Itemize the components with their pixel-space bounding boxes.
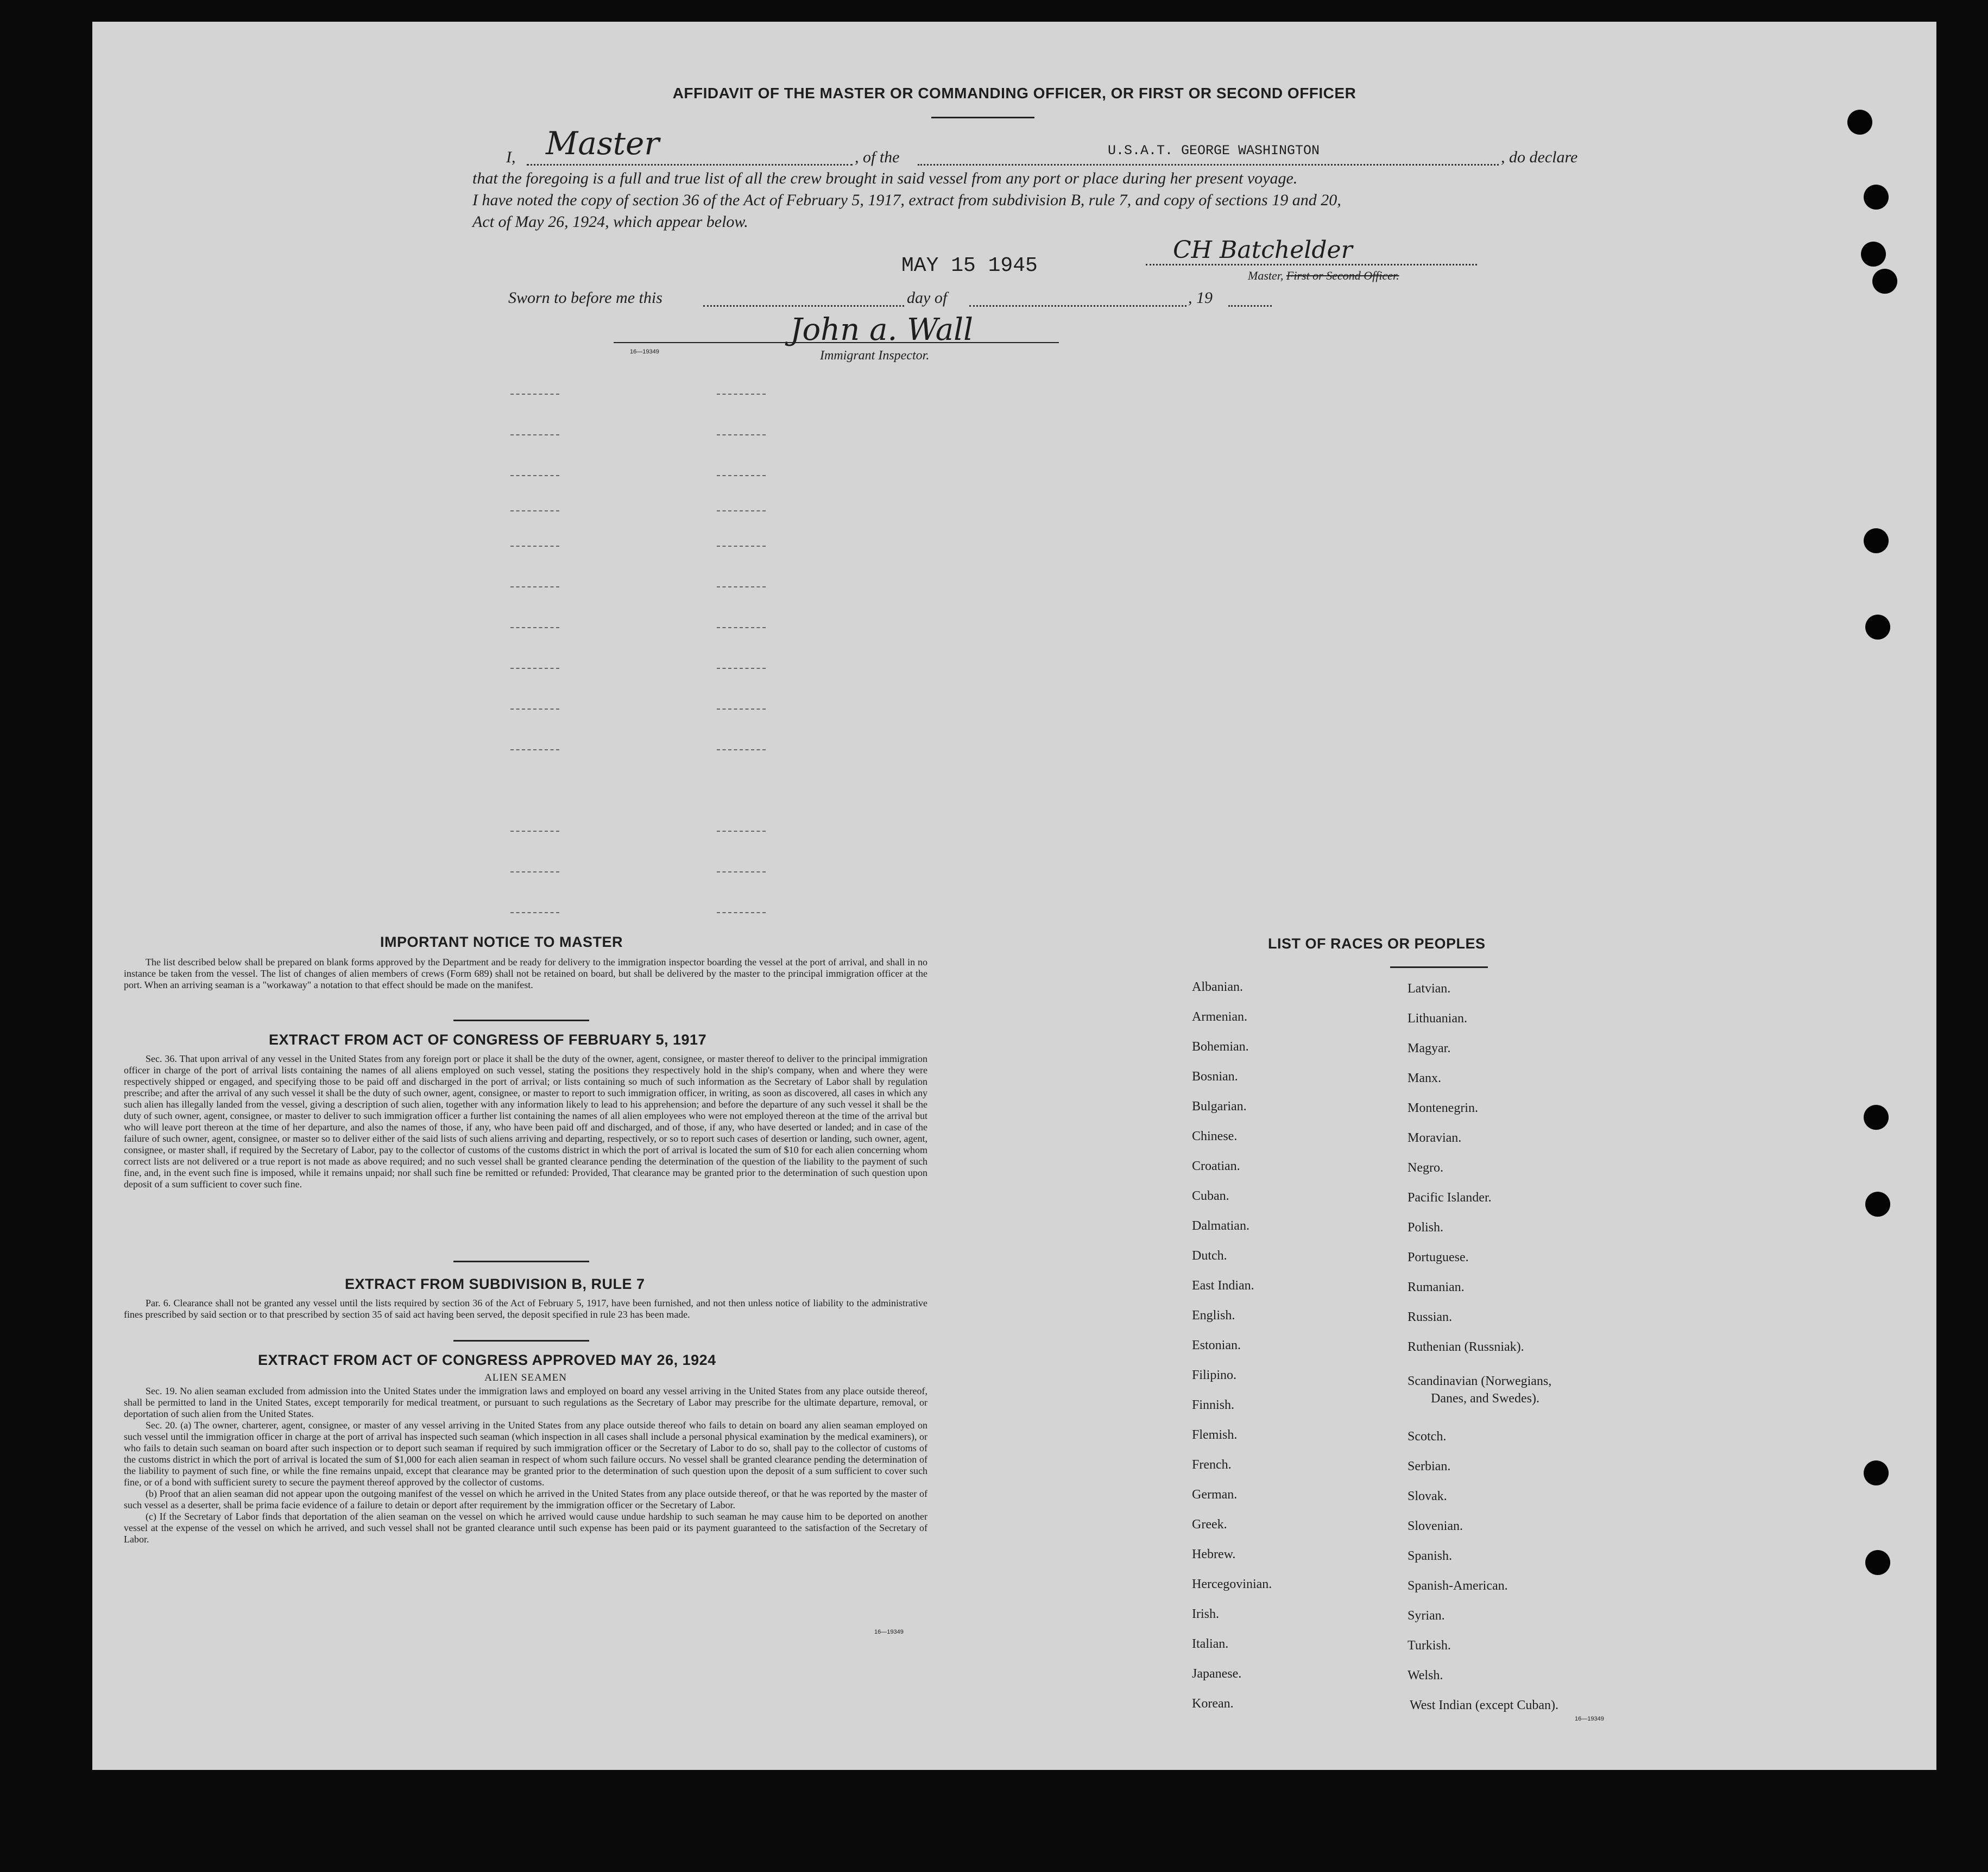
race-item: Albanian. <box>1192 980 1243 994</box>
extract-1917-rule <box>453 1261 589 1262</box>
punch-hole <box>1865 615 1890 640</box>
punch-hole <box>1861 242 1886 267</box>
race-item: Montenegrin. <box>1408 1101 1478 1115</box>
race-item: West Indian (except Cuban). <box>1410 1698 1558 1712</box>
race-item: Irish. <box>1192 1607 1219 1621</box>
vessel-blank <box>918 164 1499 166</box>
punch-hole <box>1864 528 1889 553</box>
race-item: Bulgarian. <box>1192 1099 1247 1114</box>
race-item: Negro. <box>1408 1161 1443 1175</box>
declaration-line-3: I have noted the copy of section 36 of the Act of February 5, 1917, extract from subdivision B, rule 7, and copy of sections 19 and 20, <box>472 191 1341 209</box>
race-item: Finnish. <box>1192 1398 1235 1412</box>
punch-hole <box>1872 269 1897 294</box>
race-item: Scandinavian (Norwegians, <box>1408 1374 1552 1388</box>
sworn-day-label: day of <box>907 289 948 307</box>
sworn-prefix: Sworn to before me this <box>508 289 662 307</box>
notice-text: The list described below shall be prepared on blank forms approved by the Department and be ready for delivery to the immigration inspector boarding the vessel at the port of arrival, and shall in no instance be taken from the vessel. The list of changes of alien members of crews (Form 689) shall not be retained on board, but shall be delivered by the master to the principal immigration officer at the port. When an arriving seaman is a "workaway" a notation to that effect should be made on the manifest. <box>124 957 927 990</box>
race-item: Slovak. <box>1408 1489 1447 1503</box>
race-item: Bohemian. <box>1192 1040 1249 1054</box>
rank-blank <box>527 164 853 166</box>
handwritten-rank: Master <box>546 125 660 162</box>
sworn-day-blank <box>703 305 904 307</box>
affidavit-title: AFFIDAVIT OF THE MASTER OR COMMANDING OFFICER, OR FIRST OR SECOND OFFICER <box>672 85 1356 102</box>
race-item: Syrian. <box>1408 1609 1445 1623</box>
section-20b-text: (b) Proof that an alien seaman did not appear upon the outgoing manifest of the vessel on which he arrived in the United States from any place outside thereof, or that he was reported by the master of such vessel as a deserter, shall be prima facie evidence of a failure to detain or deport after requirement by the immigration officer or the Secretary of Labor. <box>124 1488 927 1510</box>
alien-seamen-subtitle: ALIEN SEAMEN <box>484 1372 567 1383</box>
form-code-right: 16—19349 <box>1575 1716 1604 1722</box>
punch-hole <box>1865 1192 1890 1217</box>
race-item: Rumanian. <box>1408 1280 1465 1294</box>
race-item: Spanish-American. <box>1408 1579 1508 1593</box>
race-item: Croatian. <box>1192 1159 1240 1173</box>
declaration-line-2: that the foregoing is a full and true list of all the crew brought in said vessel from any port or place during her present voyage. <box>472 169 1298 187</box>
declaration-mid: , of the <box>855 148 900 166</box>
section-19-text: Sec. 19. No alien seaman excluded from admission into the United States under the immigration laws and employed on board any vessel arriving in the United States from any place outside thereof, shall be permitted to land in the United States, except temporarily for medical treatment, or pursuant to such regulations as the Secretary of Labor may prescribe for the ultimate departure, removal, or deportation of such alien from the United States. <box>124 1386 927 1419</box>
race-item: Latvian. <box>1408 982 1451 996</box>
extract-1917-title: EXTRACT FROM ACT OF CONGRESS OF FEBRUARY 5, 1917 <box>269 1032 707 1048</box>
race-item: Cuban. <box>1192 1189 1229 1203</box>
sworn-year-label: , 19 <box>1188 289 1213 307</box>
inspector-signature-line <box>614 342 1059 343</box>
race-item: Welsh. <box>1408 1668 1443 1683</box>
rule-7-body <box>124 1298 927 1320</box>
form-code-top: 16—19349 <box>630 349 659 355</box>
race-item: Dalmatian. <box>1192 1219 1249 1233</box>
form-code-left: 16—19349 <box>874 1629 904 1635</box>
punch-hole <box>1864 1460 1889 1485</box>
master-caption-struck: First or Second Officer. <box>1286 269 1399 282</box>
sworn-year-blank <box>1228 305 1272 307</box>
declaration-line-4: Act of May 26, 1924, which appear below. <box>472 213 748 231</box>
race-item: East Indian. <box>1192 1279 1254 1293</box>
race-item: Moravian. <box>1408 1131 1462 1145</box>
race-item: Hebrew. <box>1192 1547 1236 1561</box>
master-signature-line <box>1146 264 1477 265</box>
race-item: Serbian. <box>1408 1459 1451 1473</box>
master-caption-prefix: Master, <box>1248 269 1284 282</box>
race-item: Italian. <box>1192 1637 1229 1651</box>
race-item: Lithuanian. <box>1408 1011 1467 1026</box>
punch-hole <box>1864 185 1889 210</box>
section-20c-text: (c) If the Secretary of Labor finds that deportation of the alien seaman on the vessel on which he arrived would cause undue hardship to such seaman he may cause him to be deported on another vessel at the expense of the vessel on which he arrived, and such vessel shall not be granted clearance until such expense has been paid or its payment guaranteed to the satisfaction of the Secretary of Labor. <box>124 1511 927 1545</box>
sworn-month-blank <box>969 305 1187 307</box>
section-36-text: Sec. 36. That upon arrival of any vessel in the United States from any foreign port or place it shall be the duty of the owner, agent, consignee, or master thereof to deliver to the principal immigration officer in charge of the port of arrival lists containing the names of all aliens employed on such vessel, stating the positions they respectively hold in the ship's company, when and where they were respectively shipped or engaged, and specifying those to be paid off and discharged in the port of arrival; or lists containing so much of such information as the Secretary of Labor shall by regulation prescribe; and after the arrival of any such vessel it shall be the duty of such owner, agent, consignee, or master to report to such immigration officer, in writing, as soon as discovered, all cases in which any such alien has illegally landed from the vessel, giving a description of such alien, together with any information likely to lead to his apprehension; and before the departure of any such vessel it shall be the duty of such owner, agent, consignee, or master to deliver to such immigration officer a further list containing the names of all alien employees who were not employed thereon at the time of the arrival but who will leave port thereon at the time of her departure, and also the names of those, if any, who have been paid off and discharged, and of those, if any, who have deserted or landed; and in case of the failure of such owner, agent, consignee, or master so to deliver either of the said lists of such aliens arriving and departing, respectively, or so to report such cases of desertion or landing, such owner, agent, consignee, or master shall, if required by the Secretary of Labor, pay to the collector of customs of the customs district in which the port of arrival is located the sum of $10 for each alien concerning whom correct lists are not delivered or a true report is not made as above required; and no such vessel shall be granted clearance pending the determination of the question of the liability to the payment of such fine, and, in the event such fine is imposed, while it remains unpaid; nor shall such fine be remitted or refunded: Provided, That clearance may be granted prior to the determination of such question upon deposit of a sum sufficient to cover such fine. <box>124 1053 927 1190</box>
rule-7-title: EXTRACT FROM SUBDIVISION B, RULE 7 <box>345 1276 645 1292</box>
notice-rule <box>453 1020 589 1021</box>
race-item: Armenian. <box>1192 1010 1247 1024</box>
punch-hole <box>1847 110 1872 135</box>
race-item: Greek. <box>1192 1517 1227 1532</box>
race-item: Polish. <box>1408 1220 1444 1235</box>
race-item: Filipino. <box>1192 1368 1237 1382</box>
vessel-name-stamp: U.S.A.T. GEORGE WASHINGTON <box>1108 143 1320 159</box>
race-item: Ruthenian (Russniak). <box>1408 1340 1524 1354</box>
race-item: English. <box>1192 1308 1235 1323</box>
title-rule <box>931 117 1034 118</box>
race-item: Spanish. <box>1408 1549 1453 1563</box>
race-item: Flemish. <box>1192 1428 1238 1442</box>
notice-title: IMPORTANT NOTICE TO MASTER <box>380 934 623 950</box>
rule-7-text: Par. 6. Clearance shall not be granted any vessel until the lists required by section 36 of the Act of February 5, 1917, have been furnished, and not then unless notice of liability to the administrative fines prescribed by said section or to that prescribed by section 35 of said act having been served, the deposit specified in rule 23 has been made. <box>124 1298 927 1320</box>
rule-7-rule <box>453 1340 589 1342</box>
race-item: French. <box>1192 1458 1232 1472</box>
race-item: Korean. <box>1192 1697 1234 1711</box>
race-item: Bosnian. <box>1192 1070 1238 1084</box>
inspector-caption: Immigrant Inspector. <box>820 349 930 363</box>
inspector-signature: John a. Wall <box>790 312 973 347</box>
master-signature: CH Batchelder <box>1173 236 1353 264</box>
race-item: Slovenian. <box>1408 1519 1463 1533</box>
race-item: German. <box>1192 1488 1238 1502</box>
race-item: Manx. <box>1408 1071 1441 1085</box>
document-page <box>92 22 1936 1770</box>
punch-hole <box>1865 1550 1890 1575</box>
notice-body <box>124 957 927 991</box>
race-item: Magyar. <box>1408 1041 1451 1055</box>
master-caption <box>1248 269 1399 283</box>
extract-1924-title: EXTRACT FROM ACT OF CONGRESS APPROVED MAY 26, 1924 <box>258 1352 716 1368</box>
extract-1917-body <box>124 1053 927 1190</box>
race-item: Estonian. <box>1192 1338 1241 1352</box>
race-item: Portuguese. <box>1408 1250 1469 1264</box>
punch-hole <box>1864 1105 1889 1130</box>
race-item: Scotch. <box>1408 1430 1447 1444</box>
races-rule <box>1390 966 1488 968</box>
race-item: Russian. <box>1408 1310 1453 1324</box>
section-20a-text: Sec. 20. (a) The owner, charterer, agent, consignee, or master of any vessel arriving in the United States from any place outside thereof who fails to detain on board any alien seaman employed on such vessel until the immigration officer in charge at the port of arrival has inspected such seaman (which inspection in all cases shall include a personal physical examination by the medical examiners), or who fails to detain such seaman on board after such inspection or to deport such seaman if required by such immigration officer or the Secretary of Labor to do so, shall pay to the collector of customs of the customs district in which the port of arrival is located the sum of $1,000 for each alien seaman in respect of whom such failure occurs. No vessel shall be granted clearance pending the determination of the liability to payment of such fine, or while the fine remains unpaid, except that clearance may be granted prior to the determination of such question upon the deposit of a sum sufficient to cover such fine, or of a bond with sufficient surety to secure the payment thereof approved by the collector of customs. <box>124 1420 927 1488</box>
race-item: Hercegovinian. <box>1192 1577 1272 1591</box>
date-stamp: MAY 15 1945 <box>901 254 1038 277</box>
extract-1924-body <box>124 1386 927 1545</box>
race-item: Pacific Islander. <box>1408 1191 1492 1205</box>
race-item: Japanese. <box>1192 1667 1242 1681</box>
race-item: Danes, and Swedes). <box>1431 1392 1539 1406</box>
declaration-prefix: I, <box>506 148 516 166</box>
race-item: Dutch. <box>1192 1249 1227 1263</box>
race-item: Turkish. <box>1408 1639 1451 1653</box>
race-item: Chinese. <box>1192 1129 1238 1143</box>
declaration-suffix: , do declare <box>1501 148 1578 166</box>
races-title: LIST OF RACES OR PEOPLES <box>1268 935 1486 952</box>
